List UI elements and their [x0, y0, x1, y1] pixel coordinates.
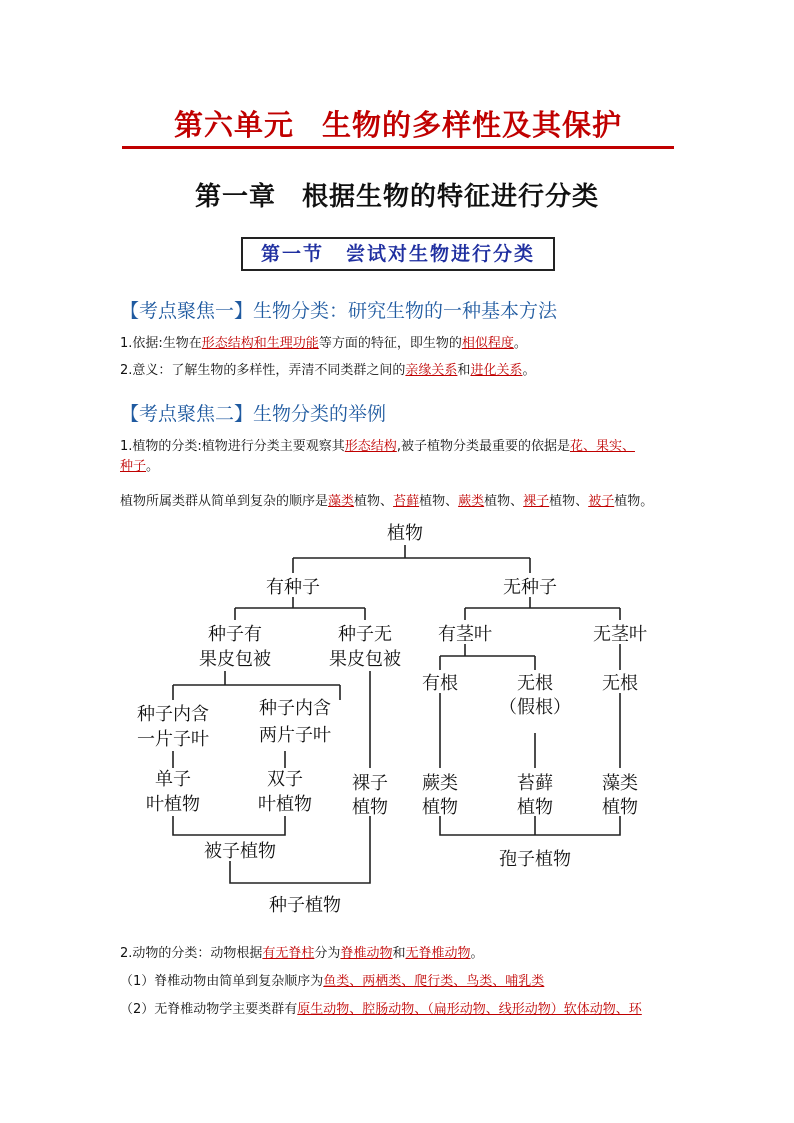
answer: 无脊椎动物: [405, 946, 471, 961]
text: 植物: [484, 494, 511, 509]
text: 、: [380, 494, 394, 509]
node-stem-leaf: 有茎叶: [438, 624, 492, 645]
node-monocot-2: 叶植物: [146, 794, 200, 815]
unit-number: 第六单元: [173, 108, 294, 142]
text: 等方面的特征，即生物的: [318, 336, 462, 351]
answer: 鱼类、两栖类、爬行类、鸟类、哺乳类: [323, 974, 545, 989]
node-fern-1: 蕨类: [422, 773, 458, 794]
text: （2）无脊椎动物学主要类群有: [120, 1002, 298, 1017]
node-with-seed: 有种子: [266, 577, 320, 598]
chapter-name: 根据生物的特征进行分类: [302, 182, 600, 212]
node-no-stem-leaf: 无茎叶: [593, 624, 647, 645]
node-no-root-algae: 无根: [602, 673, 638, 694]
text: 。: [513, 336, 527, 351]
answer: 裸子: [523, 494, 550, 509]
text: 1.植物的分类:植物进行分类主要观察其: [120, 439, 345, 454]
answer: 相似程度: [461, 336, 514, 351]
node-no-root-2: （假根）: [499, 697, 571, 718]
text: 、: [445, 494, 459, 509]
answer: 原生动物、腔肠动物、（扁形动物、线形动物）软体动物、环: [297, 1002, 642, 1017]
vertebrate-order-line: [120, 972, 680, 992]
text: 。: [640, 494, 654, 509]
text: （1）脊椎动物由简单到复杂顺序为: [120, 974, 324, 989]
node-angiosperm: 被子植物: [204, 841, 276, 862]
connector: [440, 816, 620, 835]
text: ,被子植物分类最重要的依据是: [396, 439, 570, 454]
answer: 花、果实、: [569, 439, 635, 454]
text: 、: [575, 494, 589, 509]
node-dicot-2: 叶植物: [258, 794, 312, 815]
answer: 蕨类: [458, 494, 485, 509]
node-dicot-1: 双子: [267, 769, 303, 790]
text: 。: [522, 363, 536, 378]
text: 分为: [314, 946, 341, 961]
text: 2.动物的分类：动物根据: [120, 946, 263, 961]
focus1-basis-line: [120, 334, 680, 354]
node-seed-plants: 种子植物: [269, 895, 341, 916]
text: 。: [146, 459, 160, 474]
node-gymnosperm-1: 裸子: [352, 773, 388, 794]
node-seed-covered-1: 种子有: [208, 624, 262, 645]
chapter-title: [0, 176, 794, 213]
unit-title: [122, 103, 674, 149]
animal-classification-line: [120, 944, 680, 964]
node-has-root: 有根: [422, 673, 458, 694]
section-title: [241, 237, 555, 271]
answer: 种子: [120, 459, 147, 474]
answer: 形态结构: [344, 439, 397, 454]
answer: 被子: [588, 494, 615, 509]
text: 植物: [419, 494, 446, 509]
plant-classification-diagram: [120, 513, 650, 933]
node-spore-plants: 孢子植物: [499, 849, 571, 870]
text: 和: [457, 363, 471, 378]
answer: 藻类: [328, 494, 355, 509]
node-seed-naked-1: 种子无: [338, 624, 392, 645]
section-name: 尝试对生物进行分类: [346, 243, 536, 265]
chapter-number: 第一章: [194, 182, 276, 212]
node-one-cotyledon-2: 一片子叶: [137, 729, 209, 750]
text: 和: [392, 946, 406, 961]
invertebrate-groups-line: [120, 1000, 680, 1020]
node-seed-naked-2: 果皮包被: [329, 649, 401, 670]
node-moss-1: 苔藓: [517, 773, 553, 794]
node-no-root-1: 无根: [517, 673, 553, 694]
node-moss-2: 植物: [517, 797, 553, 818]
node-gymnosperm-2: 植物: [352, 797, 388, 818]
node-fern-2: 植物: [422, 797, 458, 818]
node-two-cotyledon-2: 两片子叶: [259, 725, 331, 746]
text: 植物所属类群从简单到复杂的顺序是: [120, 494, 329, 509]
answer: 有无脊柱: [262, 946, 315, 961]
section-number: 第一节: [260, 243, 324, 265]
node-one-cotyledon-1: 种子内含: [137, 704, 209, 725]
answer: 进化关系: [470, 363, 523, 378]
focus2-heading: 【考点聚焦二】生物分类的举例: [120, 403, 387, 425]
node-algae-1: 藻类: [602, 773, 638, 794]
unit-name: 生物的多样性及其保护: [322, 108, 623, 142]
plant-order-line: [120, 492, 690, 512]
text: 2.意义：了解生物的多样性，弄清不同类群之间的: [120, 363, 406, 378]
text: 植物: [549, 494, 576, 509]
text: 。: [470, 946, 484, 961]
node-two-cotyledon-1: 种子内含: [259, 698, 331, 719]
text: 植物: [614, 494, 641, 509]
focus1-meaning-line: [120, 361, 680, 381]
plant-classification-line: [120, 437, 680, 477]
answer: 脊椎动物: [340, 946, 393, 961]
node-algae-2: 植物: [602, 797, 638, 818]
answer: 亲缘关系: [405, 363, 458, 378]
text: 植物: [354, 494, 381, 509]
node-no-seed: 无种子: [503, 577, 557, 598]
node-plant: 植物: [387, 523, 423, 544]
answer: 苔藓: [393, 494, 420, 509]
text: 1.依据:生物在: [120, 336, 202, 351]
connector: [173, 816, 285, 835]
answer: 形态结构和生理功能: [201, 336, 319, 351]
focus1-heading: 【考点聚焦一】生物分类：研究生物的一种基本方法: [120, 300, 558, 322]
node-seed-covered-2: 果皮包被: [199, 649, 271, 670]
node-monocot-1: 单子: [155, 769, 191, 790]
text: 、: [510, 494, 524, 509]
